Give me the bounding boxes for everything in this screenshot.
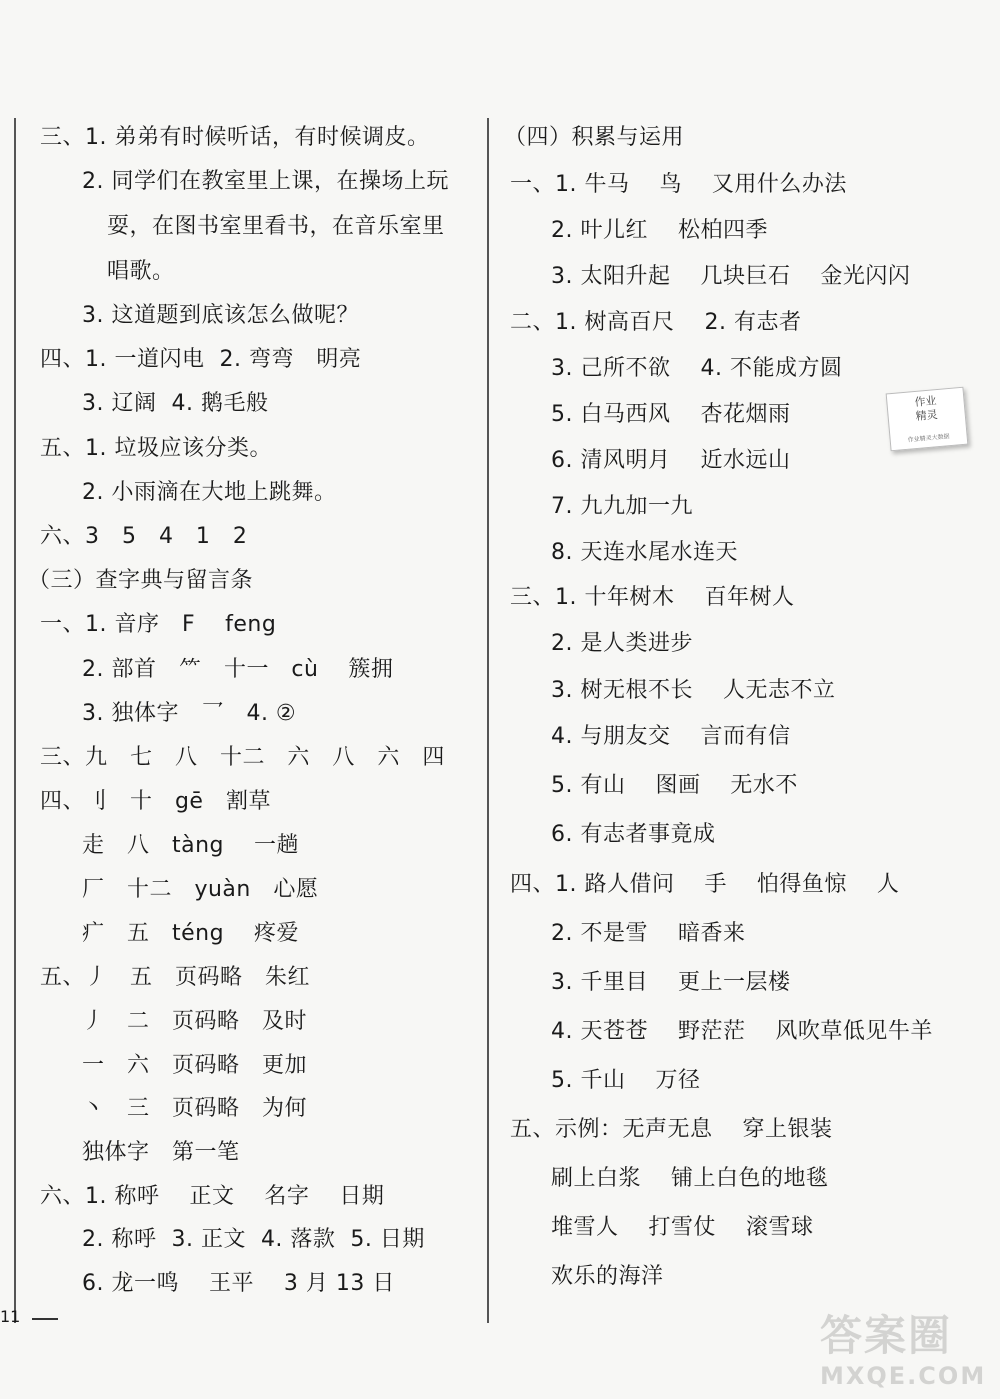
right-line: 2. 不是雪 暗香来 (551, 921, 746, 946)
left-line: 丿 二 页码略 及时 (82, 1009, 307, 1034)
left-line: 一、1. 音序 F feng (40, 612, 277, 637)
left-line: 2. 小雨滴在大地上跳舞。 (82, 480, 337, 505)
left-line: 四、1. 一道闪电 2. 弯弯 明亮 (40, 347, 362, 372)
stamp-line-2: 精灵 (915, 408, 939, 423)
stamp-line-3: 作业精灵大数据 (907, 433, 950, 444)
right-line: 3. 己所不欲 4. 不能成方圆 (551, 356, 843, 381)
right-line: 5. 有山 图画 无水不 (551, 773, 798, 798)
right-line: 7. 九九加一九 (551, 494, 693, 519)
page-number-dash (32, 1318, 58, 1320)
stamp-line-1: 作业 (913, 394, 937, 410)
right-line: （四）积累与运用 (504, 125, 685, 150)
left-line: 2. 同学们在教室里上课，在操场上玩 (82, 169, 449, 194)
left-line: 六、1. 称呼 正文 名字 日期 (40, 1184, 385, 1209)
left-line: 三、1. 弟弟有时候听话，有时候调皮。 (40, 125, 430, 150)
left-line: 3. 这道题到底该怎么做呢？ (82, 303, 359, 328)
right-line: 4. 天苍苍 野茫茫 风吹草低见牛羊 (551, 1019, 933, 1044)
left-line: 四、刂 十 gē 割草 (40, 789, 271, 814)
right-line: 2. 是人类进步 (551, 631, 693, 656)
left-line: 3. 独体字 乛 4. ② (82, 701, 297, 726)
left-line: 耍，在图书室里看书，在音乐室里 (107, 214, 445, 239)
right-line: 3. 千里目 更上一层楼 (551, 970, 791, 995)
watermark-en: MXQE.COM (820, 1362, 987, 1390)
left-line: 3. 辽阔 4. 鹅毛般 (82, 391, 269, 416)
left-line: 唱歌。 (107, 259, 175, 284)
left-line: 五、丿 五 页码略 朱红 (40, 965, 310, 990)
left-line: 五、1. 垃圾应该分类。 (40, 436, 272, 461)
left-line: 6. 龙一鸣 王平 3 月 13 日 (82, 1271, 395, 1296)
right-line: 三、1. 十年树木 百年树人 (510, 585, 795, 610)
right-line: 一、1. 牛马 鸟 又用什么办法 (510, 172, 847, 197)
watermark-logo (820, 1312, 990, 1392)
right-line: 刷上白浆 铺上白色的地毯 (551, 1166, 829, 1191)
left-line: （三）查字典与留言条 (28, 568, 254, 593)
zuoye-jingling-stamp (886, 387, 969, 452)
left-line: 2. 称呼 3. 正文 4. 落款 5. 日期 (82, 1227, 425, 1252)
right-line: 3. 树无根不长 人无志不立 (551, 678, 836, 703)
left-line: 厂 十二 yuàn 心愿 (82, 877, 319, 902)
left-line: 六、3 5 4 1 2 (40, 524, 248, 549)
left-line: 一 六 页码略 更加 (82, 1053, 307, 1078)
page-number: 11 (0, 1307, 21, 1326)
right-line: 二、1. 树高百尺 2. 有志者 (510, 310, 802, 335)
right-line: 四、1. 路人借问 手 怕得鱼惊 人 (510, 872, 900, 897)
left-line: 独体字 第一笔 (82, 1140, 240, 1165)
column-divider (487, 118, 489, 1323)
right-line: 3. 太阳升起 几块巨石 金光闪闪 (551, 264, 911, 289)
right-line: 5. 白马西风 杏花烟雨 (551, 402, 791, 427)
right-line: 欢乐的海洋 (551, 1264, 664, 1289)
right-line: 6. 有志者事竟成 (551, 822, 716, 847)
right-line: 6. 清风明月 近水远山 (551, 448, 791, 473)
right-line: 5. 千山 万径 (551, 1068, 701, 1093)
right-line: 堆雪人 打雪仗 滚雪球 (551, 1215, 814, 1240)
left-line: 走 八 tàng 一趟 (82, 833, 299, 858)
right-line: 4. 与朋友交 言而有信 (551, 724, 791, 749)
left-line: 三、九 七 八 十二 六 八 六 四 (40, 745, 445, 770)
left-line: 2. 部首 ⺮ 十一 cù 簇拥 (82, 657, 394, 682)
left-line: 疒 五 téng 疼爱 (82, 921, 300, 946)
watermark-cn: 答案圈 (820, 1311, 953, 1360)
left-line: 丶 三 页码略 为何 (82, 1096, 307, 1121)
left-column (0, 0, 480, 1330)
right-line: 2. 叶儿红 松柏四季 (551, 218, 768, 243)
right-line: 五、示例：无声无息 穿上银装 (510, 1117, 833, 1142)
right-line: 8. 天连水尾水连天 (551, 540, 738, 565)
